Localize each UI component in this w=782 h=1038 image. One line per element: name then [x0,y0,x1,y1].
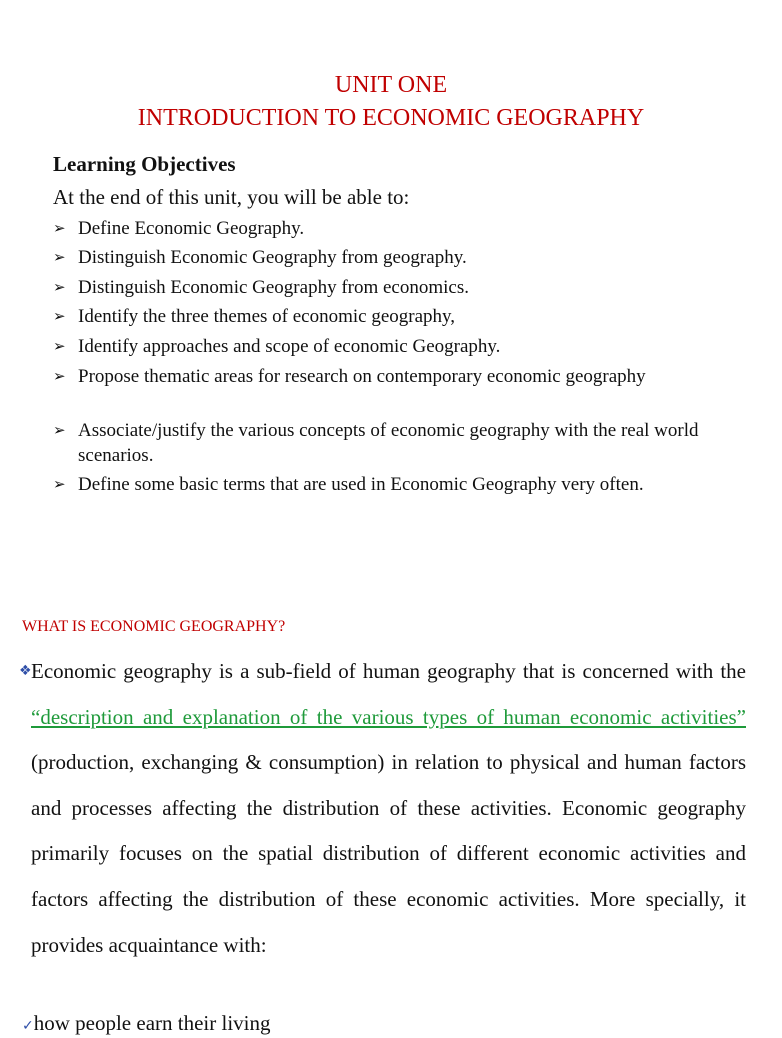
objective-text: Distinguish Economic Geography from geography. [78,247,467,268]
objective-text: Define Economic Geography. [78,218,305,239]
paragraph-text: Economic geography is a sub-field of human geography that is concerned with the [31,659,746,683]
objective-item [53,216,753,241]
objective-item [53,472,753,497]
objective-item [53,304,753,329]
arrow-right-icon: ➢ [53,475,66,493]
check-bullet-icon: ✓ [22,1018,34,1034]
section-heading: WHAT IS ECONOMIC GEOGRAPHY? [22,618,286,635]
arrow-right-icon: ➢ [53,278,66,296]
objective-item [53,418,753,468]
objective-item [53,275,753,300]
arrow-right-icon: ➢ [53,219,66,237]
objective-text: Define some basic terms that are used in Economic Geography very often. [78,474,644,495]
objective-item [53,364,753,389]
objective-text: Associate/justify the various concepts of economic geography with the real world scenarios. [78,420,699,466]
objective-text: Distinguish Economic Geography from economics. [78,277,470,298]
objective-text: Propose thematic areas for research on contemporary economic geography [78,366,646,387]
objective-text: Identify the three themes of economic geography, [78,306,456,327]
objective-item [53,334,753,359]
arrow-right-icon: ➢ [53,421,66,439]
body-paragraph [31,649,746,968]
arrow-right-icon: ➢ [53,337,66,355]
objective-item [53,245,753,270]
arrow-right-icon: ➢ [53,367,66,385]
learning-objectives-heading: Learning Objectives [53,152,236,176]
unit-label: UNIT ONE [334,72,448,98]
objective-text: Identify approaches and scope of economic Geography. [78,336,501,357]
quoted-definition: “description and explanation of the various types of human economic activities” [31,704,746,729]
learning-objectives-intro: At the end of this unit, you will be able to: [53,185,410,209]
arrow-right-icon: ➢ [53,248,66,266]
diamond-bullet-icon: ❖ [19,663,32,679]
unit-title: INTRODUCTION TO ECONOMIC GEOGRAPHY [137,105,645,131]
arrow-right-icon: ➢ [53,307,66,325]
next-bullet-line [22,1011,271,1038]
next-bullet-text: how people earn their living [33,1011,271,1035]
paragraph-text: (production, exchanging & consumption) in relation to physical and human factors and processes affecting the distribution of these activities. Economic geography primarily focuses on the spatial distribution of different economic activities and factors affecting the distribution of these economic activities. More specially, it provides acquaintance with: [31,750,746,957]
